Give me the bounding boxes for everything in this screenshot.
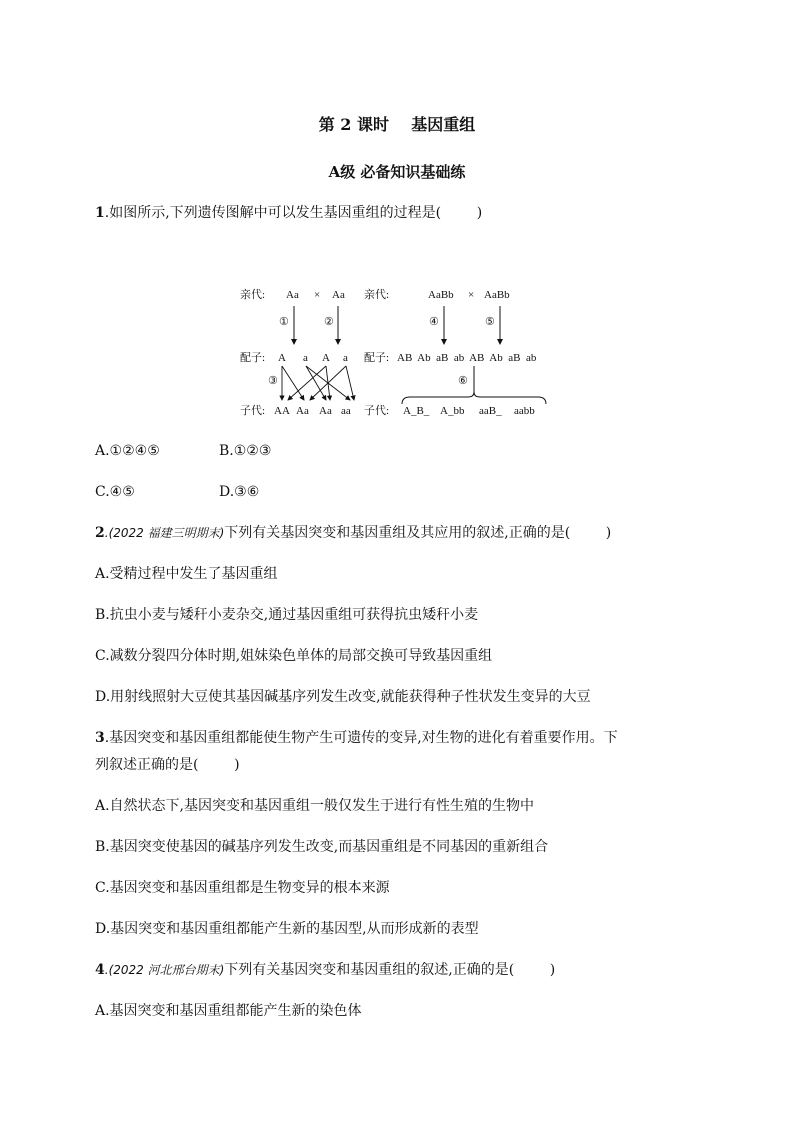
step-marker: ① bbox=[279, 316, 289, 328]
question-3 bbox=[95, 728, 715, 748]
option-c[interactable]: C.基因突变和基因重组都是生物变异的根本来源 bbox=[95, 880, 390, 896]
question-text: 下列有关基因突变和基因重组及其应用的叙述,正确的是( ) bbox=[224, 525, 612, 541]
option-c[interactable]: C.减数分裂四分体时期,姐妹染色单体的局部交换可导致基因重组 bbox=[95, 648, 493, 664]
question-source: .(2022 福建三明期末) bbox=[104, 526, 225, 540]
question-source: .(2022 河北邢台期末) bbox=[104, 963, 225, 977]
option-d[interactable]: D.③⑥ bbox=[219, 484, 260, 500]
offspring-genotype: aa bbox=[341, 405, 351, 417]
offspring-phenotype: A_bb bbox=[440, 405, 465, 417]
option-a[interactable]: A.受精过程中发生了基因重组 bbox=[95, 566, 278, 582]
offspring-genotype: Aa bbox=[319, 405, 332, 417]
cross-symbol: × bbox=[314, 289, 321, 301]
offspring-phenotype: A_B_ bbox=[403, 405, 430, 417]
option-c[interactable]: C.④⑤ bbox=[95, 484, 135, 500]
question-text: .基因突变和基因重组都能使生物产生可遗传的变异,对生物的进化有着重要作用。下 bbox=[104, 730, 618, 746]
option-a[interactable]: A.自然状态下,基因突变和基因重组一般仅发生于进行有性生殖的生物中 bbox=[95, 798, 535, 814]
gamete: a bbox=[303, 352, 308, 364]
gamete: A bbox=[322, 352, 330, 364]
step-marker: ④ bbox=[429, 316, 439, 328]
parent-genotype: Aa bbox=[332, 289, 345, 301]
offspring-brace bbox=[402, 392, 546, 404]
parent-genotype: Aa bbox=[286, 289, 299, 301]
step-marker: ⑤ bbox=[485, 316, 495, 328]
parent-genotype: AaBb bbox=[428, 289, 454, 301]
lesson-title: 第 2 课时 基因重组 bbox=[318, 115, 476, 134]
question-number: 1 bbox=[95, 205, 105, 221]
gamete: A bbox=[278, 352, 286, 364]
question-text: 下列有关基因突变和基因重组的叙述,正确的是( ) bbox=[224, 962, 556, 978]
parent-label-left: 亲代: bbox=[240, 289, 266, 301]
step-marker: ② bbox=[324, 316, 334, 328]
option-a[interactable]: A.基因突变和基因重组都能产生新的染色体 bbox=[95, 1003, 362, 1019]
question-1 bbox=[95, 203, 715, 223]
option-d[interactable]: D.用射线照射大豆使其基因碱基序列发生改变,就能获得种子性状发生变异的大豆 bbox=[95, 689, 591, 705]
question-2 bbox=[95, 523, 715, 543]
gamete-label-left: 配子: bbox=[240, 352, 266, 364]
step-marker: ③ bbox=[268, 375, 278, 387]
genetics-diagram bbox=[230, 280, 570, 420]
option-d[interactable]: D.基因突变和基因重组都能产生新的基因型,从而形成新的表型 bbox=[95, 921, 479, 937]
offspring-genotype: Aa bbox=[296, 405, 309, 417]
option-b[interactable]: B.①②③ bbox=[219, 443, 272, 459]
gamete-list: AB Ab aB ab AB Ab aB ab bbox=[397, 352, 537, 364]
question-number: 4 bbox=[95, 962, 105, 978]
level-heading: A级 必备知识基础练 bbox=[328, 163, 466, 181]
cross-symbol: × bbox=[468, 289, 475, 301]
offspring-label-left: 子代: bbox=[240, 405, 266, 417]
crossing-lines bbox=[282, 366, 354, 400]
question-number: 3 bbox=[95, 730, 105, 746]
step-marker: ⑥ bbox=[458, 375, 468, 387]
offspring-phenotype: aabb bbox=[514, 405, 535, 417]
option-b[interactable]: B.基因突变使基因的碱基序列发生改变,而基因重组是不同基因的重新组合 bbox=[95, 839, 549, 855]
offspring-phenotype: aaB_ bbox=[479, 405, 502, 417]
option-a[interactable]: A.①②④⑤ bbox=[95, 443, 160, 459]
question-4 bbox=[95, 960, 715, 980]
question-3-cont: 列叙述正确的是( ) bbox=[95, 757, 240, 773]
question-number: 2 bbox=[95, 525, 105, 541]
parent-genotype: AaBb bbox=[484, 289, 510, 301]
option-b[interactable]: B.抗虫小麦与矮秆小麦杂交,通过基因重组可获得抗虫矮秆小麦 bbox=[95, 607, 479, 623]
offspring-genotype: AA bbox=[274, 405, 290, 417]
offspring-label-right: 子代: bbox=[364, 405, 390, 417]
parent-label-right: 亲代: bbox=[364, 289, 390, 301]
gamete-label-right: 配子: bbox=[364, 352, 390, 364]
question-text: .如图所示,下列遗传图解中可以发生基因重组的过程是( ) bbox=[104, 205, 483, 221]
gamete: a bbox=[343, 352, 348, 364]
